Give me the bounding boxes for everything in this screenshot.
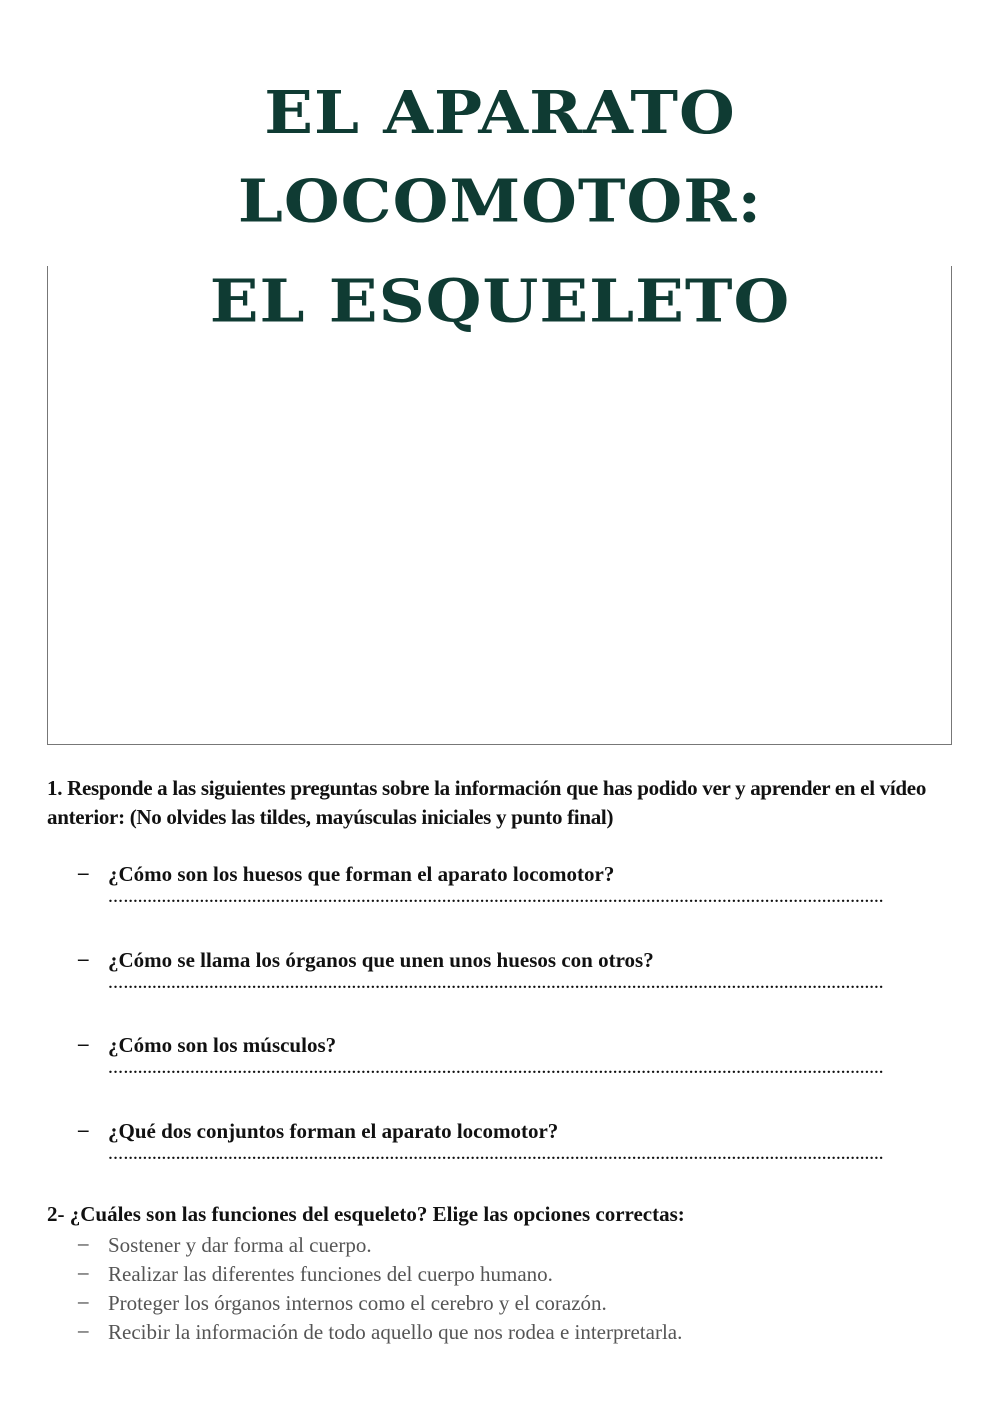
option-text[interactable]: Sostener y dar forma al cuerpo. bbox=[108, 1233, 372, 1257]
answer-field[interactable]: …................................................................................................................................................................ bbox=[108, 1147, 884, 1163]
title-line-1: EL APARATO LOCOMOTOR: bbox=[237, 78, 763, 237]
option-item[interactable] bbox=[78, 1260, 958, 1289]
exercise-2-title: 2- ¿Cuáles son las funciones del esqueleto? Elige las opciones correctas: bbox=[47, 1202, 685, 1226]
title-line-2: EL ESQUELETO bbox=[209, 267, 791, 337]
question-text: ¿Qué dos conjuntos forman el aparato locomotor? bbox=[108, 1119, 559, 1143]
exercise-2-options bbox=[78, 1231, 958, 1347]
exercise-1-instructions: 1. Responde a las siguientes preguntas sobre la información que has podido ver y aprender en el vídeo anterior: (No olvides las tildes, mayúsculas iniciales y punto final) bbox=[47, 776, 927, 829]
question-text: ¿Cómo son los músculos? bbox=[108, 1033, 337, 1057]
option-text[interactable]: Realizar las diferentes funciones del cuerpo humano. bbox=[108, 1262, 553, 1286]
bullet-dash: – bbox=[78, 860, 89, 884]
answer-field[interactable]: …................................................................................................................................................................ bbox=[108, 890, 884, 906]
answer-field[interactable]: …................................................................................................................................................................ bbox=[108, 1061, 884, 1077]
bullet-dash: – bbox=[78, 946, 89, 970]
answer-field[interactable]: …................................................................................................................................................................ bbox=[108, 976, 884, 992]
bullet-dash: – bbox=[78, 1318, 89, 1342]
question-text: ¿Cómo se llama los órganos que unen unos huesos con otros? bbox=[108, 948, 654, 972]
option-text[interactable]: Proteger los órganos internos como el cerebro y el corazón. bbox=[108, 1291, 607, 1315]
bullet-dash: – bbox=[78, 1117, 89, 1141]
option-item[interactable] bbox=[78, 1231, 958, 1260]
option-item[interactable] bbox=[78, 1318, 958, 1347]
option-item[interactable] bbox=[78, 1289, 958, 1318]
embedded-video-frame[interactable] bbox=[47, 266, 952, 745]
bullet-dash: – bbox=[78, 1260, 89, 1284]
bullet-dash: – bbox=[78, 1289, 89, 1313]
bullet-dash: – bbox=[78, 1031, 89, 1055]
bullet-dash: – bbox=[78, 1231, 89, 1255]
option-text[interactable]: Recibir la información de todo aquello que nos rodea e interpretarla. bbox=[108, 1320, 683, 1344]
question-text: ¿Cómo son los huesos que forman el aparato locomotor? bbox=[108, 862, 615, 886]
